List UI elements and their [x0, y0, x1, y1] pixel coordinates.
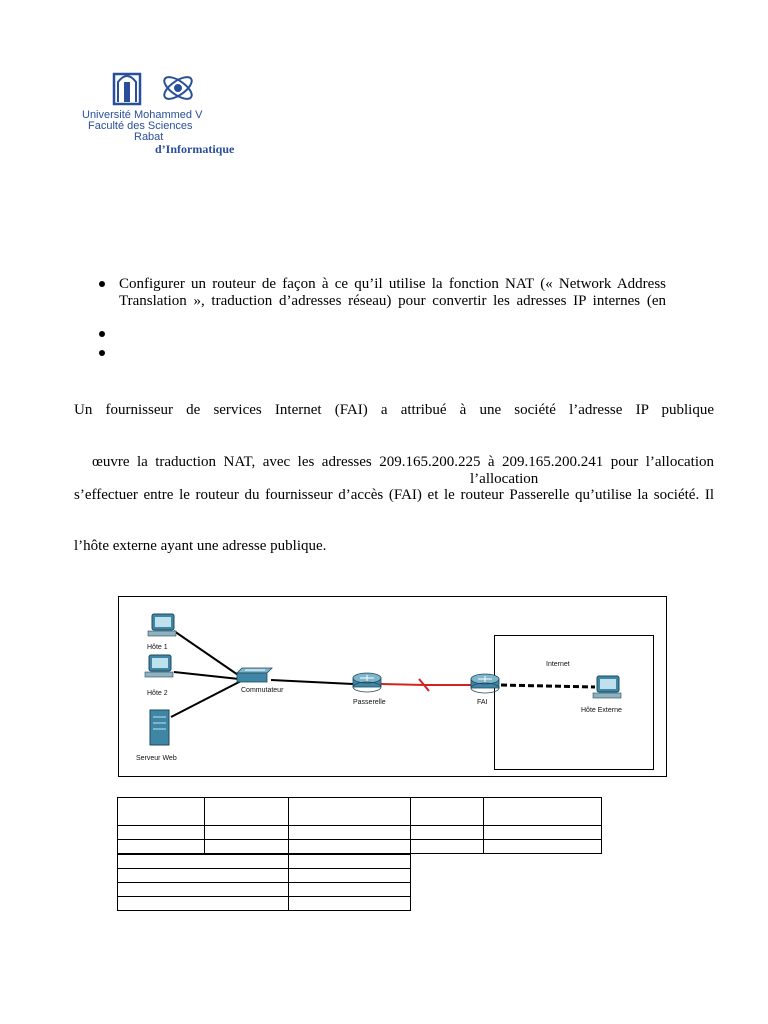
- table-cell: [118, 897, 289, 911]
- table-cell: [411, 840, 484, 854]
- table-cell: [411, 826, 484, 840]
- table-row: [118, 826, 602, 840]
- university-emblem-icon: [108, 68, 228, 110]
- objective-item-1-line-1: Configurer un routeur de façon à ce qu’il utilise la fonction NAT (« Network Address: [119, 276, 666, 292]
- external-host-pc-icon: [593, 676, 621, 698]
- bullet-icon: [99, 331, 105, 337]
- objective-item-1-line-2: Translation », traduction d’adresses réseau) pour convertir les adresses IP internes (en: [119, 293, 666, 309]
- link-switch-gateway: [271, 680, 353, 684]
- table-cell: [118, 855, 289, 869]
- table-row: [118, 897, 411, 911]
- switch-icon: [237, 668, 272, 682]
- table-cell: [411, 798, 484, 826]
- link-host1-switch: [174, 631, 241, 677]
- logo-line-1: Université Mohammed V: [82, 109, 203, 121]
- link-host2-switch: [174, 672, 239, 679]
- host-1-pc-icon: [148, 614, 176, 636]
- department-name: d’Informatique: [155, 142, 235, 156]
- table-cell: [289, 798, 411, 826]
- nat-table: [117, 854, 411, 911]
- table-cell: [205, 798, 289, 826]
- university-logo: [78, 68, 258, 158]
- table-cell: [118, 798, 205, 826]
- isp-router-icon: [471, 674, 499, 693]
- paragraph-line-4: l’hôte externe ayant une adresse publique.: [74, 538, 327, 554]
- paragraph-line-2: œuvre la traduction NAT, avec les adresses 209.165.200.225 à 209.165.200.241 pour l’allocation: [92, 454, 714, 470]
- table-cell: [289, 840, 411, 854]
- table-row: [118, 798, 602, 826]
- table-cell: [289, 826, 411, 840]
- link-isp-external: [501, 685, 595, 687]
- gateway-router-icon: [353, 673, 381, 692]
- label-gateway: Passerelle: [353, 699, 386, 706]
- label-external-host: Hôte Externe: [581, 707, 622, 714]
- table-cell: [289, 897, 411, 911]
- paragraph-line-3: s’effectuer entre le routeur du fournisseur d’accès (FAI) et le routeur Passerelle qu’utilise la société. Il: [74, 487, 714, 503]
- host-2-pc-icon: [145, 655, 173, 677]
- table-cell: [118, 869, 289, 883]
- table-cell: [484, 826, 602, 840]
- paragraph-line-2b: l’allocation: [470, 471, 539, 487]
- table-row: [118, 869, 411, 883]
- bullet-icon: [99, 350, 105, 356]
- label-web-server: Serveur Web: [136, 755, 177, 762]
- table-cell: [289, 883, 411, 897]
- paragraph-line-1: Un fournisseur de services Internet (FAI) a attribué à une société l’adresse IP publique: [74, 402, 714, 418]
- table-cell: [205, 840, 289, 854]
- addressing-table: [117, 797, 602, 854]
- link-server-switch: [171, 681, 241, 717]
- label-internet: Internet: [546, 661, 570, 668]
- serial-link-gateway-isp: [381, 679, 471, 691]
- table-cell: [484, 840, 602, 854]
- table-row: [118, 883, 411, 897]
- label-host-1: Hôte 1: [147, 644, 168, 651]
- table-cell: [118, 883, 289, 897]
- logo-line-2: Faculté des Sciences: [88, 120, 193, 132]
- label-switch: Commutateur: [241, 687, 284, 694]
- bullet-icon: [99, 281, 105, 287]
- label-host-2: Hôte 2: [147, 690, 168, 697]
- table-cell: [205, 826, 289, 840]
- web-server-icon: [150, 710, 169, 745]
- table-row: [118, 840, 602, 854]
- table-cell: [484, 798, 602, 826]
- table-cell: [118, 826, 205, 840]
- table-cell: [289, 869, 411, 883]
- logo-line-3: Rabat: [134, 131, 164, 143]
- table-cell: [118, 840, 205, 854]
- table-cell: [289, 855, 411, 869]
- network-topology-diagram: [118, 596, 667, 777]
- topology-drawing: [119, 597, 668, 778]
- table-row: [118, 855, 411, 869]
- label-isp: FAI: [477, 699, 488, 706]
